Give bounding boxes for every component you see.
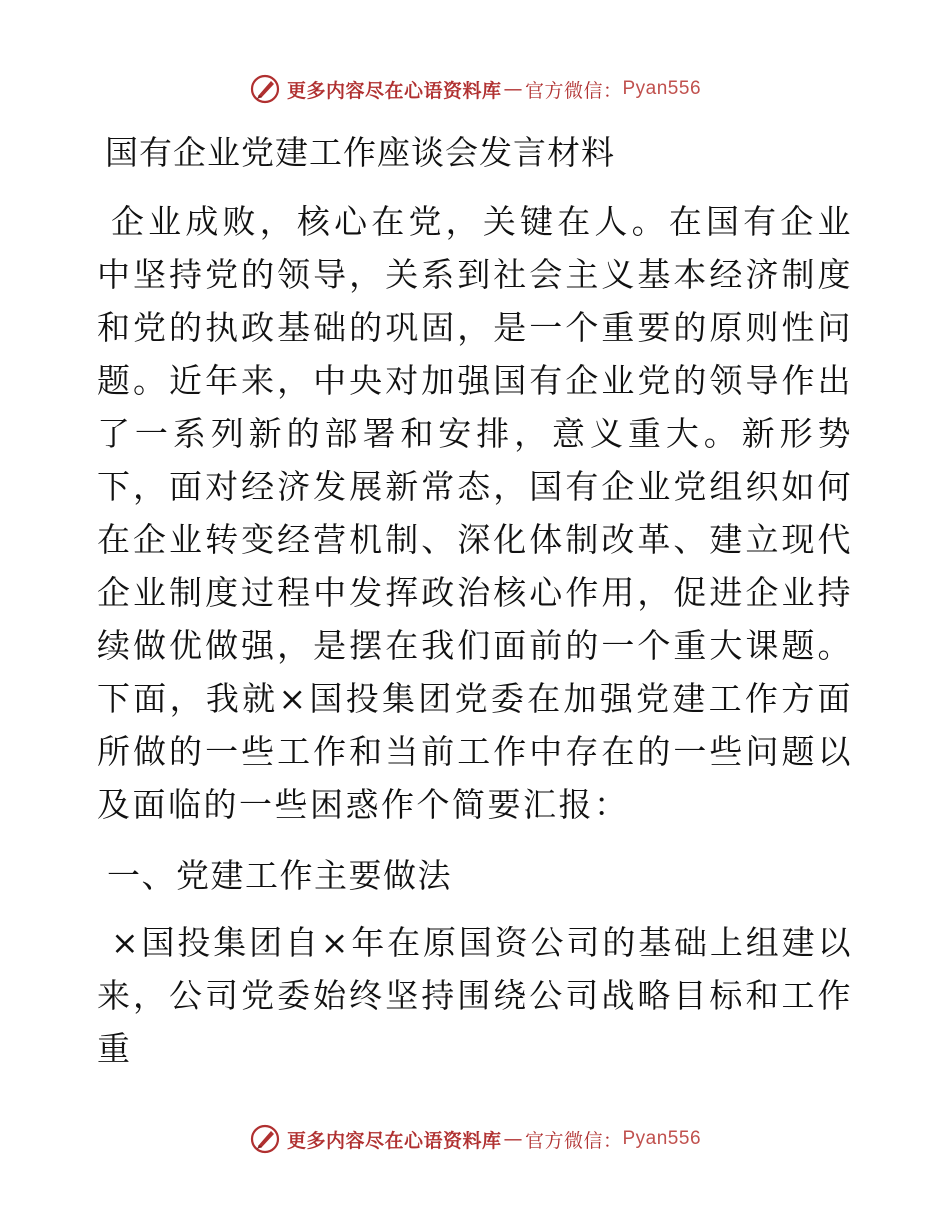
watermark-main-text: 更多内容尽在心语资料库 <box>286 1129 502 1152</box>
quill-logo-icon <box>249 73 281 105</box>
header-watermark <box>0 73 950 105</box>
watermark-wechat-id: Pyan556 <box>622 1128 702 1149</box>
footer-watermark <box>0 1123 950 1155</box>
section-heading-1: 一、党建工作主要做法 <box>107 856 452 895</box>
watermark-separator: — <box>503 78 523 100</box>
document-body <box>97 120 853 1075</box>
document-title: 国有企业党建工作座谈会发言材料 <box>105 133 615 172</box>
watermark-separator: — <box>503 1128 523 1150</box>
watermark-wechat-id: Pyan556 <box>622 78 702 99</box>
watermark-main-text: 更多内容尽在心语资料库 <box>286 79 502 102</box>
quill-logo-icon <box>249 1123 281 1155</box>
watermark-wechat-label: 官方微信： <box>524 1129 623 1152</box>
watermark-wechat-label: 官方微信： <box>524 79 623 102</box>
paragraph-section-1: ×国投集团自×年在原国资公司的基础上组建以来，公司党委始终坚持围绕公司战略目标和工作重 <box>97 923 853 1068</box>
paragraph-intro: 企业成败，核心在党，关键在人。在国有企业中坚持党的领导，关系到社会主义基本经济制度和党的执政基础的巩固，是一个重要的原则性问题。近年来，中央对加强国有企业党的领导作出了一系列新的部署和安排，意义重大。新形势下，面对经济发展新常态，国有企业党组织如何在企业转变经营机制、深化体制改革、建立现代企业制度过程中发挥政治核心作用，促进企业持续做优做强，是摆在我们面前的一个重大课题。下面，我就×国投集团党委在加强党建工作方面所做的一些工作和当前工作中存在的一些问题以及面临的一些困惑作个简要汇报： <box>97 202 853 824</box>
